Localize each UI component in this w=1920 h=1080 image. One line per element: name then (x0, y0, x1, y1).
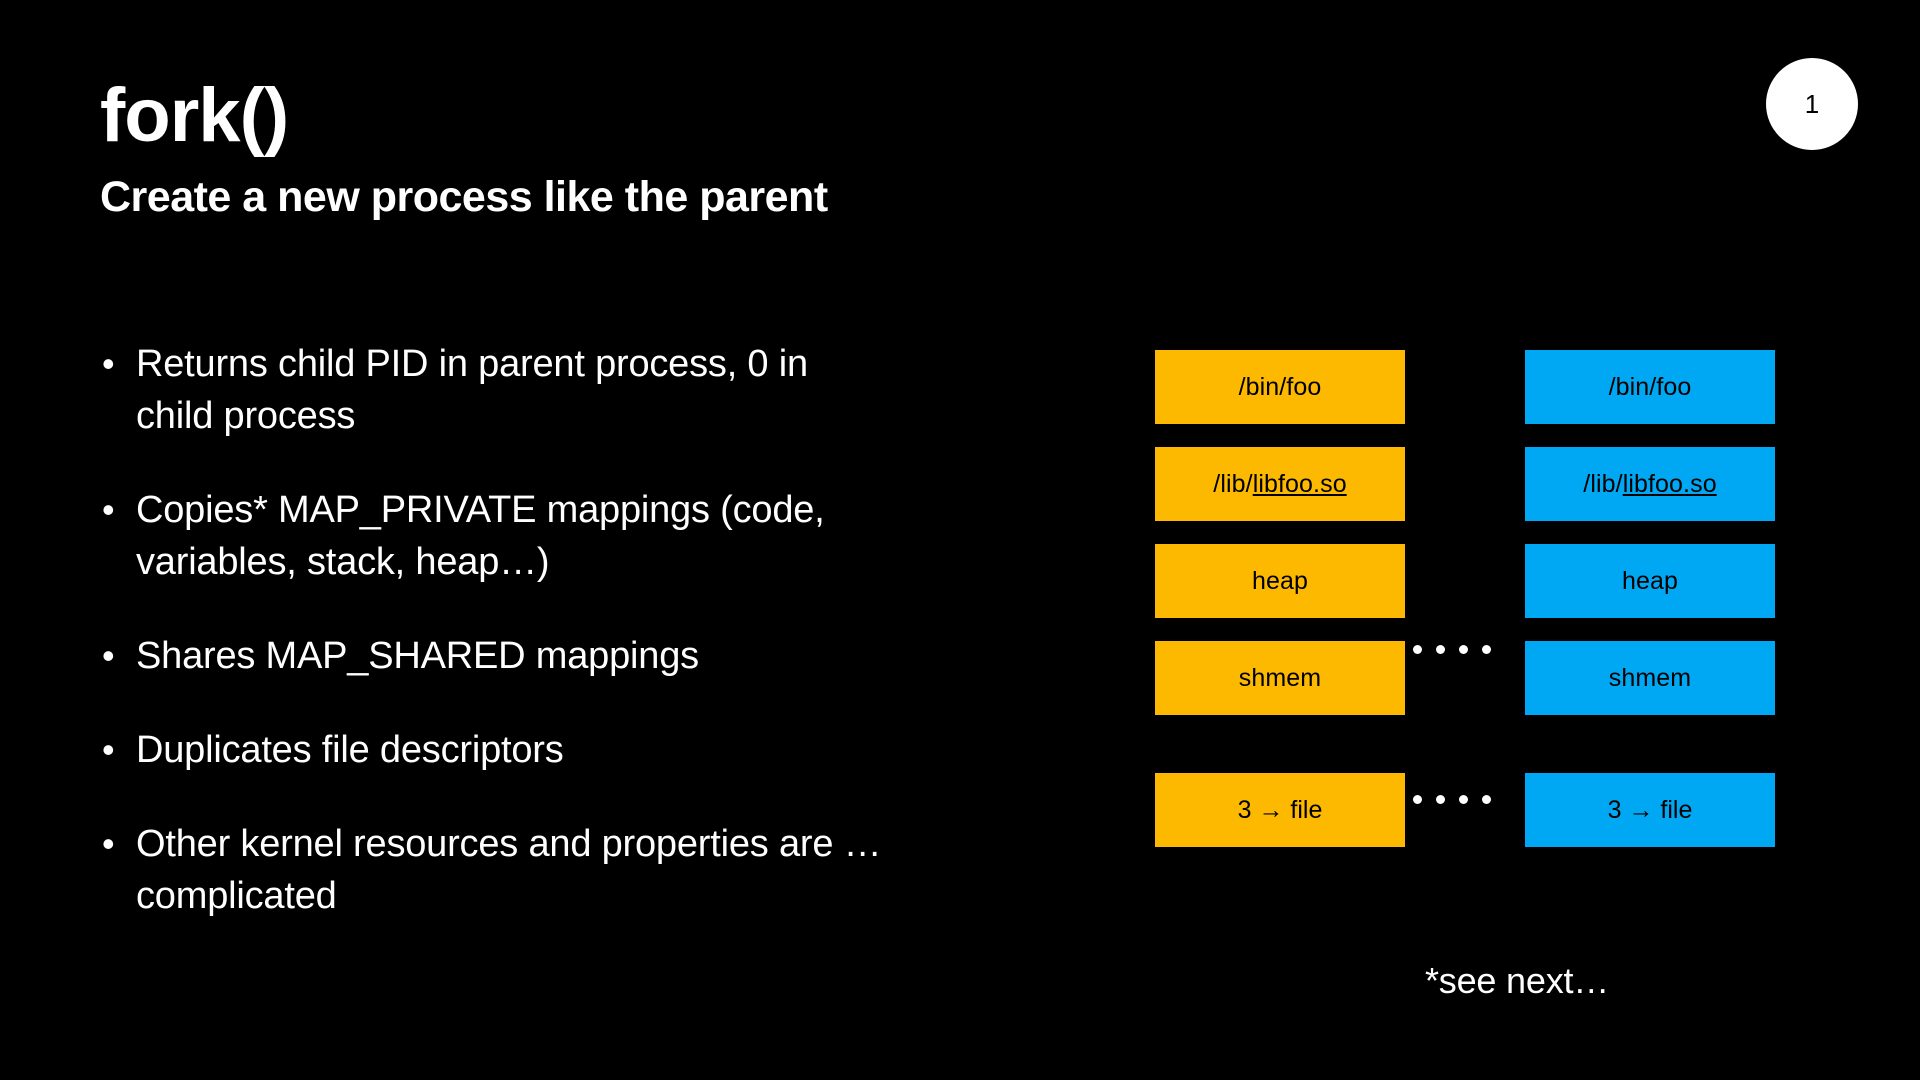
parent-mapping-heap-label: heap (1251, 566, 1308, 595)
bullet-list (98, 338, 888, 964)
column-spacer (1155, 715, 1405, 773)
list-item-label: Shares MAP_SHARED mappings (136, 635, 699, 677)
parent-mapping-shmem (1155, 641, 1405, 715)
dot-icon (1482, 795, 1491, 804)
child-file-descriptor (1525, 773, 1775, 847)
shmem-shared-connector-dots (1413, 645, 1491, 654)
parent-file-descriptor-label: 3 → file (1237, 795, 1323, 824)
list-item (98, 484, 888, 588)
list-item (98, 338, 888, 442)
child-mapping-lib-prefix: /lib/ (1583, 469, 1623, 498)
parent-mapping-lib (1155, 447, 1405, 521)
parent-mapping-shmem-label: shmem (1238, 663, 1322, 692)
page-number-label: 1 (1804, 88, 1820, 119)
dot-icon (1436, 795, 1445, 804)
dot-icon (1413, 795, 1422, 804)
list-item-label: Duplicates file descriptors (136, 729, 564, 771)
child-file-descriptor-label: 3 → file (1607, 795, 1693, 824)
page-number-badge (1766, 58, 1858, 150)
list-item-label: Copies* MAP_PRIVATE mappings (code, variables, stack, heap…) (136, 489, 825, 583)
parent-mapping-lib-link: libfoo.so (1252, 469, 1347, 498)
dot-icon (1436, 645, 1445, 654)
list-item (98, 630, 888, 682)
parent-mapping-bin (1155, 350, 1405, 424)
process-memory-diagram (1155, 350, 1835, 890)
page-subtitle: Create a new process like the parent (100, 173, 828, 221)
dot-icon (1413, 645, 1422, 654)
list-item (98, 818, 888, 922)
parent-mapping-heap (1155, 544, 1405, 618)
parent-mapping-bin-label: /bin/foo (1238, 372, 1322, 401)
bullet-dot-icon: • (102, 489, 115, 530)
child-mapping-lib (1525, 447, 1775, 521)
child-mapping-shmem (1525, 641, 1775, 715)
parent-mapping-lib-prefix: /lib/ (1213, 469, 1253, 498)
list-item-label: Other kernel resources and properties are … complicated (136, 823, 882, 917)
child-mapping-shmem-label: shmem (1608, 663, 1692, 692)
bullet-dot-icon: • (102, 823, 115, 864)
list-item-label: Returns child PID in parent process, 0 in child process (136, 343, 808, 437)
child-mapping-bin-label: /bin/foo (1608, 372, 1692, 401)
column-spacer (1525, 715, 1775, 773)
list-item (98, 724, 888, 776)
title-block (100, 73, 828, 221)
child-mapping-heap-label: heap (1621, 566, 1678, 595)
footnote-label: *see next… (1425, 960, 1610, 1001)
child-mapping-bin (1525, 350, 1775, 424)
parent-process-column (1155, 350, 1405, 847)
child-process-column (1525, 350, 1775, 847)
dot-icon (1459, 645, 1468, 654)
parent-file-descriptor (1155, 773, 1405, 847)
page-title: fork() (100, 73, 289, 158)
dot-icon (1459, 795, 1468, 804)
bullet-dot-icon: • (102, 635, 115, 676)
file-descriptor-shared-connector-dots (1413, 795, 1491, 804)
bullet-dot-icon: • (102, 729, 115, 770)
child-mapping-heap (1525, 544, 1775, 618)
child-mapping-lib-link: libfoo.so (1622, 469, 1717, 498)
dot-icon (1482, 645, 1491, 654)
bullet-dot-icon: • (102, 343, 115, 384)
